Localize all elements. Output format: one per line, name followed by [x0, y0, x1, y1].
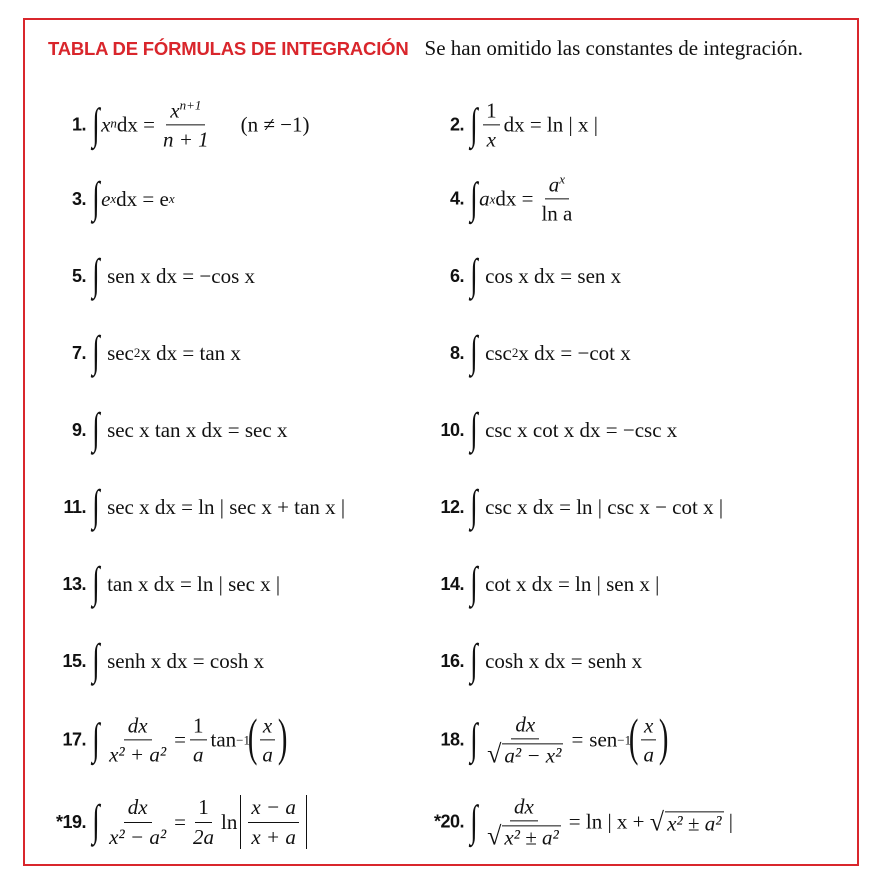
differential: dx =: [495, 186, 534, 211]
formula-number: 11.: [63, 496, 86, 517]
argument-fraction: [259, 713, 276, 766]
numerator: dx: [127, 795, 148, 820]
left-paren: (: [247, 709, 258, 766]
condition: (n ≠ −1): [240, 112, 310, 137]
integrand-base: x: [101, 112, 111, 137]
formula-number: 7.: [71, 342, 86, 363]
coefficient-numerator: 1: [190, 713, 207, 740]
integrand-function: csc: [485, 340, 512, 365]
formula-14: [432, 558, 660, 607]
formula-2: [432, 98, 598, 151]
integrand-exponent: x: [489, 191, 496, 206]
argument-numerator: x − a: [251, 795, 296, 820]
coefficient-denominator: a: [193, 742, 204, 767]
formula-number: 3.: [71, 188, 86, 209]
formula-18: [432, 709, 669, 769]
integral-sign: ∫: [92, 173, 100, 222]
table-title: TABLA DE FÓRMULAS DE INTEGRACIÓN: [48, 38, 409, 59]
formula-rhs: = ln | x +: [568, 809, 650, 834]
argument-fraction: [640, 713, 657, 766]
integral-sign: ∫: [92, 714, 100, 763]
integral-sign: ∫: [470, 327, 478, 376]
integrand-fraction: [483, 794, 565, 849]
formula-body: cot x dx = ln | sen x |: [485, 571, 660, 596]
formula-12: [432, 481, 724, 530]
denominator: ln a: [541, 201, 573, 226]
equals: =: [571, 727, 584, 752]
integral-sign: ∫: [470, 796, 478, 845]
right-paren: ): [658, 709, 669, 766]
integral-sign: ∫: [470, 404, 478, 453]
rhs-sqrt: √ x² ± a²: [649, 807, 722, 836]
argument-denominator: a: [643, 742, 654, 767]
equals: =: [174, 727, 186, 752]
coefficient-numerator: 1: [195, 795, 212, 822]
function-name: tan: [210, 727, 237, 752]
formula-number: 2.: [449, 114, 464, 135]
differential: dx = e: [116, 186, 169, 211]
equals: =: [174, 809, 186, 834]
numerator-exponent: x: [559, 171, 566, 187]
formula-number: 8.: [449, 342, 464, 363]
argument-denominator: x + a: [251, 824, 296, 849]
integral-sign: ∫: [470, 714, 478, 763]
formula-16: [432, 635, 643, 684]
abs-bar-right: [306, 795, 307, 849]
result-fraction: [537, 172, 576, 225]
formula-number: 14.: [440, 573, 464, 594]
differential: dx =: [116, 112, 155, 137]
right-paren: ): [277, 709, 288, 766]
formula-19: [44, 795, 310, 849]
formula-5: [58, 250, 255, 299]
function-name: ln: [221, 809, 238, 834]
formula-number: 17.: [62, 729, 86, 750]
rhs-radicand: x² ± a²: [667, 810, 722, 835]
sqrt: √ a² − x²: [487, 739, 562, 769]
formula-rest: x dx = tan x: [140, 340, 241, 365]
formula-number: 15.: [62, 650, 86, 671]
formula-4: [432, 172, 580, 225]
integrand-base: a: [479, 186, 490, 211]
denominator: x: [486, 127, 496, 152]
sqrt: √ x² ± a²: [487, 821, 559, 851]
formula-body: cos x dx = sen x: [485, 263, 622, 288]
abs-bar-left: [240, 795, 241, 849]
denominator: n + 1: [162, 127, 209, 152]
argument-fraction: [248, 795, 299, 848]
integral-sign: ∫: [470, 99, 478, 148]
formula-15: [58, 635, 265, 684]
table-subtitle: Se han omitido las constantes de integración.: [424, 36, 804, 60]
closing-bar: |: [723, 809, 733, 834]
formula-20: [418, 794, 733, 849]
formula-number: 6.: [449, 265, 464, 286]
formula-number: 4.: [449, 188, 464, 209]
left-paren: (: [629, 709, 639, 766]
numerator: dx: [515, 712, 536, 737]
argument-numerator: x: [262, 713, 273, 738]
numerator-exponent: n+1: [179, 97, 202, 113]
numerator-base: a: [548, 172, 560, 197]
formula-number: 1.: [71, 114, 86, 135]
result-exponent: x: [168, 191, 175, 206]
integral-sign: ∫: [92, 404, 100, 453]
integrand-exponent: x: [110, 191, 117, 206]
integrand-fraction: [483, 712, 567, 767]
integrand-fraction: [105, 795, 170, 848]
denominator: x² − a²: [109, 824, 167, 849]
integral-sign: ∫: [92, 250, 100, 299]
argument-numerator: x: [644, 713, 654, 738]
function-superscript: −1: [236, 732, 250, 747]
integral-sign: ∫: [92, 327, 100, 376]
formula-body: sen x dx = −cos x: [107, 263, 255, 288]
integrand-exponent: 2: [133, 345, 141, 360]
formula-number: 18.: [440, 729, 464, 750]
formula-number: 10.: [440, 419, 464, 440]
integral-sign: ∫: [470, 250, 478, 299]
integral-sign: ∫: [470, 173, 478, 222]
function-name: sen: [589, 727, 618, 752]
formula-body: sec x tan x dx = sec x: [107, 417, 288, 442]
numerator: dx: [514, 794, 534, 819]
formula-9: [58, 404, 288, 453]
formula-3: [58, 173, 175, 222]
result-fraction: [159, 98, 213, 151]
integral-sign: ∫: [92, 635, 100, 684]
integral-sign: ∫: [92, 99, 100, 148]
coefficient-denominator: 2a: [193, 824, 214, 849]
integrand-fraction: [105, 713, 170, 766]
integrand-exponent: n: [110, 115, 117, 130]
formula-number: *20.: [433, 811, 464, 832]
argument-denominator: a: [262, 742, 273, 767]
integral-sign: ∫: [92, 558, 100, 607]
formula-number: 5.: [71, 265, 86, 286]
integral-sign: ∫: [92, 481, 100, 530]
formula-body: tan x dx = ln | sec x |: [107, 571, 281, 596]
radicand: a² − x²: [504, 743, 562, 768]
radicand: x² ± a²: [504, 825, 559, 850]
formula-number: 13.: [62, 573, 86, 594]
formula-17: [58, 709, 288, 767]
integral-sign: ∫: [470, 481, 478, 530]
integral-sign: ∫: [470, 635, 478, 684]
header: [48, 36, 803, 61]
numerator-base: x: [170, 98, 180, 123]
numerator: 1: [483, 98, 500, 125]
integrand-function: sec: [107, 340, 134, 365]
coefficient-fraction: [190, 795, 217, 848]
formula-6: [432, 250, 622, 299]
formula-number: 16.: [440, 650, 464, 671]
formula-13: [58, 558, 281, 607]
formula-number: *19.: [55, 811, 86, 832]
integrand-base: e: [101, 186, 111, 211]
formula-body: sec x dx = ln | sec x + tan x |: [107, 494, 346, 519]
integral-sign: ∫: [470, 558, 478, 607]
formula-number: 9.: [71, 419, 86, 440]
formula-8: [432, 327, 631, 376]
formula-7: [58, 327, 241, 376]
formula-body: csc x dx = ln | csc x − cot x |: [485, 494, 724, 519]
integral-sign: ∫: [92, 796, 100, 845]
formula-10: [432, 404, 678, 453]
function-superscript: −1: [617, 732, 632, 747]
integrand-fraction: [483, 98, 500, 151]
formula-11: [58, 481, 346, 530]
formula-1: [58, 98, 310, 151]
integrand-exponent: 2: [511, 345, 519, 360]
formula-rest: x dx = −cot x: [518, 340, 631, 365]
formula-body: csc x cot x dx = −csc x: [485, 417, 678, 442]
numerator: dx: [127, 713, 148, 738]
formula-rhs: dx = ln | x |: [503, 112, 598, 137]
denominator: x² + a²: [109, 742, 167, 767]
formula-number: 12.: [440, 496, 464, 517]
formula-body: senh x dx = cosh x: [107, 648, 265, 673]
coefficient-fraction: [190, 713, 207, 766]
formula-body: cosh x dx = senh x: [485, 648, 643, 673]
